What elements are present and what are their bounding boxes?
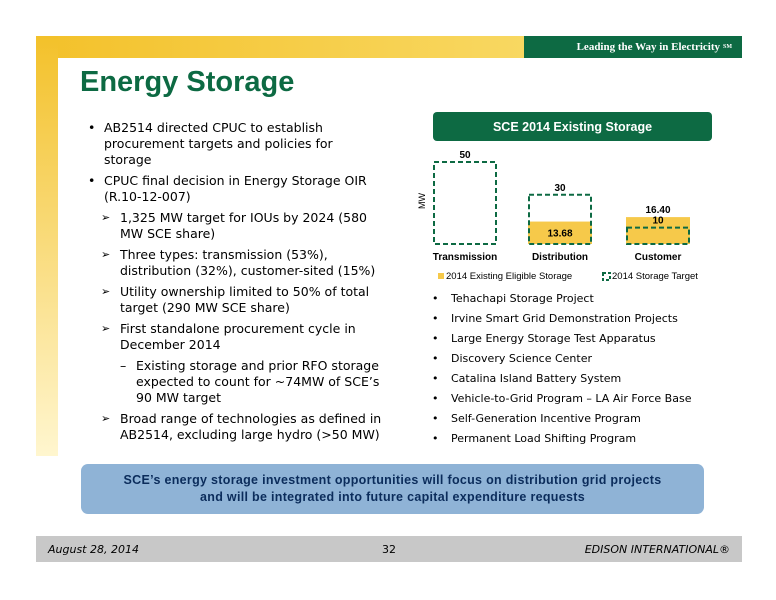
category-label: Transmission xyxy=(432,252,498,263)
existing-value-label: 16.40 xyxy=(645,205,671,217)
service-mark: SM xyxy=(723,44,732,50)
bullet-text: Broad range of technologies as defined in AB2514, excluding large hydro (>50 MW) xyxy=(120,411,382,442)
bullet-text: CPUC final decision in Energy Storage OIR (R.10-12-007) xyxy=(104,173,367,204)
chart-header: SCE 2014 Existing Storage xyxy=(433,112,712,141)
category-label: Customer xyxy=(634,252,682,263)
legend-swatch-existing xyxy=(438,273,444,279)
bullet-text: First standalone procurement cycle in December 2014 xyxy=(120,321,356,352)
arrow-bullet-icon: ➢ xyxy=(101,285,111,298)
bullet-text: 1,325 MW target for IOUs by 2024 (580 MW SCE share) xyxy=(120,210,368,241)
storage-bar-chart xyxy=(415,145,715,287)
arrow-bullet-icon: ➢ xyxy=(101,322,111,335)
target-value-label: 30 xyxy=(554,182,566,194)
category-label: Distribution xyxy=(531,252,589,263)
target-value-label: 50 xyxy=(459,150,471,161)
tagline-text: Leading the Way in Electricity xyxy=(576,41,720,53)
bullet-level-2 xyxy=(84,247,384,279)
bullet-text: Three types: transmission (53%), distribution (32%), customer-sited (15%) xyxy=(120,247,376,278)
legend-label-existing: 2014 Existing Eligible Storage xyxy=(446,271,573,282)
storage-project-item: • Vehicle-to-Grid Program – LA Air Force Base xyxy=(430,392,691,412)
storage-project-item: • Tehachapi Storage Project xyxy=(430,292,691,312)
legend-swatch-target xyxy=(603,273,610,280)
callout-box xyxy=(81,464,704,514)
bullet-level-2 xyxy=(84,411,384,443)
bullet-level-1 xyxy=(84,173,384,205)
bullet-text: Utility ownership limited to 50% of total target (290 MW SCE share) xyxy=(120,284,370,315)
footer-bar xyxy=(36,536,742,562)
arrow-bullet-icon: ➢ xyxy=(101,412,111,425)
bullet-level-3 xyxy=(84,358,384,406)
target-value-label: 10 xyxy=(652,215,664,227)
footer-brand: EDISON INTERNATIONAL® xyxy=(584,543,730,556)
legend-label-target: 2014 Storage Target xyxy=(612,271,698,282)
y-axis-label: MW xyxy=(417,193,427,209)
page-number: 32 xyxy=(382,543,396,556)
storage-project-item: • Self-Generation Incentive Program xyxy=(430,412,691,432)
bullet-level-2 xyxy=(84,321,384,353)
tagline-badge xyxy=(524,36,742,58)
arrow-bullet-icon: ➢ xyxy=(101,248,111,261)
bullet-text: Existing storage and prior RFO storage expected to count for ~74MW of SCE’s 90 MW target xyxy=(136,358,380,405)
arrow-bullet-icon: ➢ xyxy=(101,211,111,224)
bullet-level-1 xyxy=(84,120,384,168)
existing-value-label: 13.68 xyxy=(547,228,573,240)
storage-project-item: • Permanent Load Shifting Program xyxy=(430,432,691,452)
bullet-level-2 xyxy=(84,210,384,242)
slide-title: Energy Storage xyxy=(80,66,295,98)
footer-date: August 28, 2014 xyxy=(48,543,139,556)
dash-bullet-icon: – xyxy=(120,358,127,373)
storage-target-bar xyxy=(434,162,496,244)
storage-project-list xyxy=(430,292,691,452)
storage-project-item: • Large Energy Storage Test Apparatus xyxy=(430,332,691,352)
storage-project-item: • Catalina Island Battery System xyxy=(430,372,691,392)
bullet-level-2 xyxy=(84,284,384,316)
storage-project-item: • Discovery Science Center xyxy=(430,352,691,372)
callout-line-2: and will be integrated into future capital expenditure requests xyxy=(200,490,585,504)
side-band xyxy=(36,36,58,456)
storage-project-item: • Irvine Smart Grid Demonstration Projects xyxy=(430,312,691,332)
callout-line-1: SCE’s energy storage investment opportunities will focus on distribution grid projects xyxy=(123,473,662,487)
left-bullet-list xyxy=(84,120,384,448)
bullet-text: AB2514 directed CPUC to establish procurement targets and policies for storage xyxy=(104,120,333,167)
